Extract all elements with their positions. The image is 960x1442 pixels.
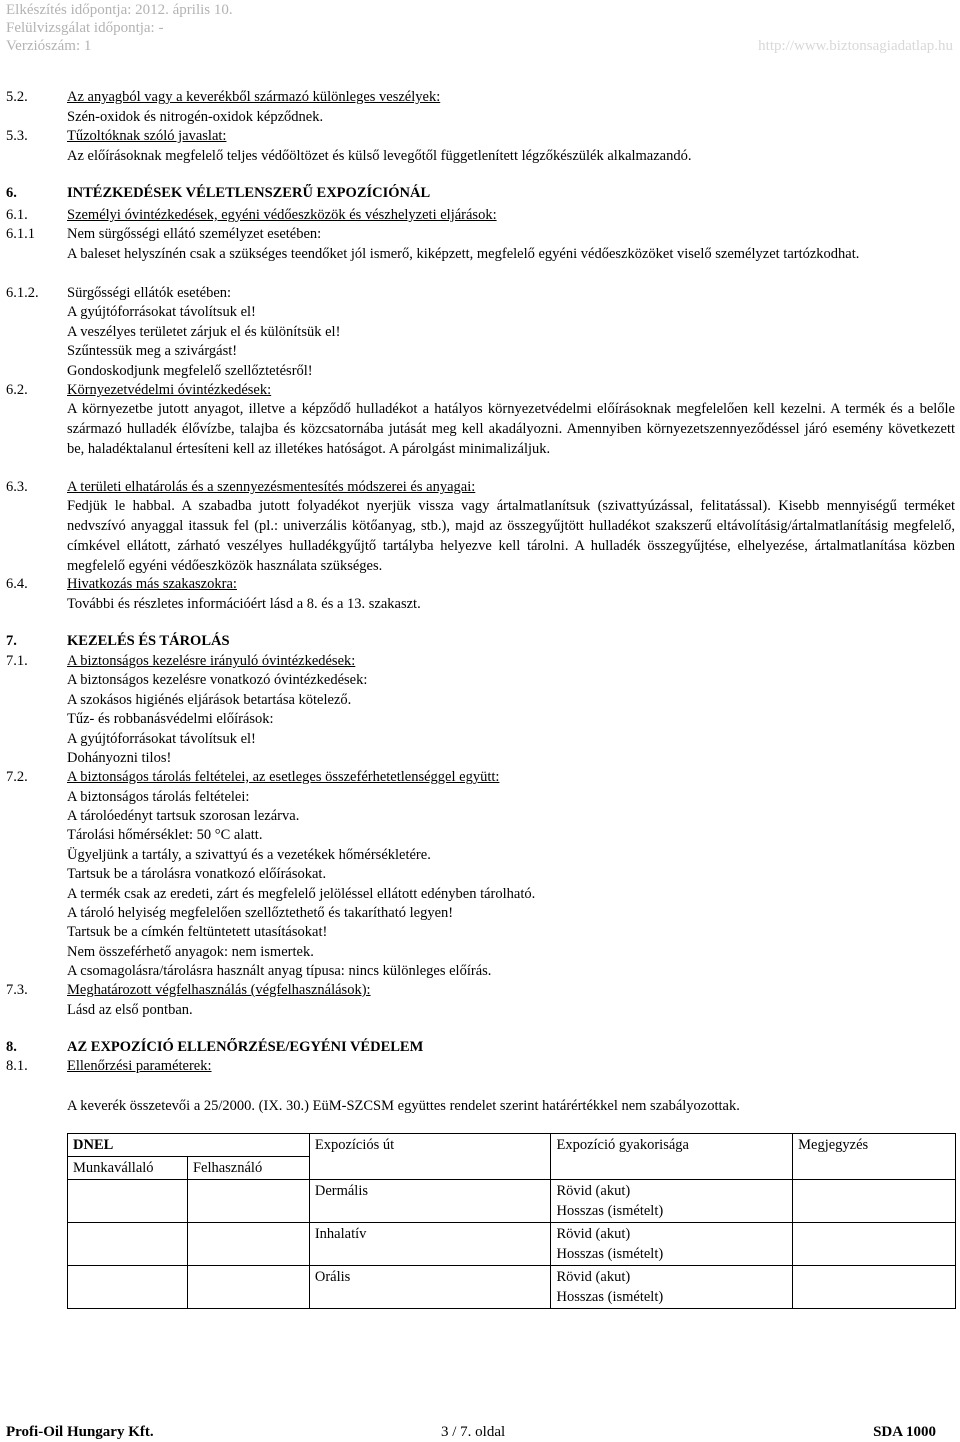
body-line: A gyújtóforrásokat távolítsuk el! [67, 304, 256, 320]
section-number: 6. [6, 185, 17, 201]
table-cell [793, 1180, 956, 1223]
body-line: A csomagolásra/tárolásra használt anyag típusa: nincs különleges előírás. [67, 963, 492, 979]
table-header-row [68, 1134, 956, 1157]
header-url[interactable]: http://www.biztonsagiadatlap.hu [758, 38, 953, 54]
body-line: A szokásos higiénés eljárások betartása kötelező. [67, 692, 352, 708]
body-line: A termék csak az eredeti, zárt és megfelelő jelöléssel ellátott edényben tárolható. [67, 886, 536, 902]
body-line: Az előírásoknak megfelelő teljes védőöltözet és külső levegőtől függetlenített légzőkészülék alkalmazandó. [67, 148, 692, 164]
table-cell [187, 1266, 309, 1309]
table-cell [68, 1266, 188, 1309]
table-cell [793, 1266, 956, 1309]
section-number: 7. [6, 633, 17, 649]
table-header-cell: Felhasználó [187, 1157, 309, 1180]
section-number: 6.1.1 [6, 226, 35, 242]
subsection-title: Meghatározott végfelhasználás (végfelhasználások): [67, 982, 371, 998]
table-header-cell: Expozíciós út [309, 1134, 551, 1180]
table-header-cell: Munkavállaló [68, 1157, 188, 1180]
subsection-title: A területi elhatárolás és a szennyezésmentesítés módszerei és anyagai: [67, 479, 476, 495]
body-line: Nem összeférhető anyagok: nem ismertek. [67, 944, 314, 960]
section-number: 8.1. [6, 1058, 28, 1074]
subsection-title: Hivatkozás más szakaszokra: [67, 576, 237, 592]
table-header-cell: Megjegyzés [793, 1134, 956, 1180]
section-heading: KEZELÉS ÉS TÁROLÁS [67, 633, 230, 649]
section-number: 7.3. [6, 982, 28, 998]
table-row [68, 1266, 956, 1309]
table-cell [793, 1223, 956, 1266]
frequency-value: Rövid (akut) [556, 1226, 631, 1242]
table-header-cell: Expozíció gyakorisága [551, 1134, 793, 1180]
section-number: 6.1. [6, 207, 28, 223]
body-line: Gondoskodjunk megfelelő szellőztetésről! [67, 363, 313, 379]
table-cell: Orális [309, 1266, 551, 1309]
review-date: Felülvizsgálat időpontja: - [6, 20, 164, 36]
table-cell [551, 1223, 793, 1266]
frequency-value: Hosszas (ismételt) [556, 1246, 664, 1262]
version-number: Verziószám: 1 [6, 38, 92, 54]
table-cell [551, 1180, 793, 1223]
table-cell: Dermális [309, 1180, 551, 1223]
table-cell [187, 1223, 309, 1266]
body-paragraph: A környezetbe jutott anyagot, illetve a képződő hulladékot a hatályos környezetvédelmi előírásoknak megfelelően kell kezelni. A termék és a belőle származó hulladék élővízbe, talajba és közcsatornába jutását meg kell akadályozni. Amennyiben környezetszennyeződéssel járó esemény következett be, haladéktalanul értesíteni kell az illetékes hatóságot. A párolgást minimalizáljuk. [67, 401, 955, 457]
footer-company: Profi-Oil Hungary Kft. [6, 1424, 154, 1440]
table-cell [68, 1180, 188, 1223]
section-number: 5.2. [6, 89, 28, 105]
section-number: 5.3. [6, 128, 28, 144]
body-paragraph: A baleset helyszínén csak a szükséges teendőket jól ismerő, kiképzett, megfelelő egyéni védőeszközöket viselő személyzet tartózkodhat. [67, 246, 860, 262]
dnel-table [67, 1133, 956, 1309]
section-number: 6.3. [6, 479, 28, 495]
body-line: Tartsuk be a címkén feltüntetett utasításokat! [67, 924, 328, 940]
table-cell: Inhalatív [309, 1223, 551, 1266]
footer-product: SDA 1000 [873, 1424, 936, 1440]
section-number: 7.2. [6, 769, 28, 785]
frequency-value: Rövid (akut) [556, 1183, 631, 1199]
prepared-date: Elkészítés időpontja: 2012. április 10. [6, 2, 233, 18]
section-number: 6.4. [6, 576, 28, 592]
subsection-title: Tűzoltóknak szóló javaslat: [67, 128, 227, 144]
subsection-title: Személyi óvintézkedések, egyéni védőeszközök és vészhelyzeti eljárások: [67, 207, 497, 223]
body-line: A biztonságos kezelésre vonatkozó óvintézkedések: [67, 672, 368, 688]
table-header-cell: DNEL [68, 1134, 310, 1157]
body-line: A keverék összetevői a 25/2000. (IX. 30.) EüM-SZCSM együttes rendelet szerint határértékkel nem szabályozottak. [67, 1098, 740, 1114]
subsection-title: Környezetvédelmi óvintézkedések: [67, 382, 272, 398]
body-line: Szén-oxidok és nitrogén-oxidok képződnek. [67, 109, 324, 125]
body-line: Lásd az első pontban. [67, 1002, 193, 1018]
body-line: Dohányozni tilos! [67, 750, 172, 766]
table-row [68, 1180, 956, 1223]
body-line: A gyújtóforrásokat távolítsuk el! [67, 731, 256, 747]
subsection-title: Sürgősségi ellátók esetében: [67, 285, 232, 301]
body-line: A tárolóedényt tartsuk szorosan lezárva. [67, 808, 300, 824]
table-cell [187, 1180, 309, 1223]
subsection-title: Ellenőrzési paraméterek: [67, 1058, 212, 1074]
subsection-title: Nem sürgősségi ellátó személyzet esetében: [67, 226, 322, 242]
section-number: 7.1. [6, 653, 28, 669]
frequency-value: Hosszas (ismételt) [556, 1203, 664, 1219]
table-cell [68, 1223, 188, 1266]
section-heading: INTÉZKEDÉSEK VÉLETLENSZERŰ EXPOZÍCIÓNÁL [67, 185, 431, 201]
subsection-title: A biztonságos tárolás feltételei, az esetleges összeférhetetlenséggel együtt: [67, 769, 500, 785]
body-line: A tároló helyiség megfelelően szellőztethető és takarítható legyen! [67, 905, 454, 921]
body-line: Tűz- és robbanásvédelmi előírások: [67, 711, 274, 727]
section-number: 8. [6, 1039, 17, 1055]
subsection-title: Az anyagból vagy a keverékből származó különleges veszélyek: [67, 89, 441, 105]
body-line: További és részletes információért lásd a 8. és a 13. szakaszt. [67, 596, 421, 612]
body-line: Szűntessük meg a szivárgást! [67, 343, 238, 359]
frequency-value: Hosszas (ismételt) [556, 1289, 664, 1305]
body-line: A biztonságos tárolás feltételei: [67, 789, 250, 805]
section-number: 6.2. [6, 382, 28, 398]
body-line: Tartsuk be a tárolásra vonatkozó előírásokat. [67, 866, 327, 882]
body-line: Tárolási hőmérséklet: 50 °C alatt. [67, 827, 263, 843]
section-number: 6.1.2. [6, 285, 39, 301]
body-line: A veszélyes területet zárjuk el és különítsük el! [67, 324, 341, 340]
section-heading: AZ EXPOZÍCIÓ ELLENŐRZÉSE/EGYÉNI VÉDELEM [67, 1039, 424, 1055]
footer-page-number: 3 / 7. oldal [441, 1424, 506, 1440]
frequency-value: Rövid (akut) [556, 1269, 631, 1285]
body-line: Ügyeljünk a tartály, a szivattyú és a vezetékek hőmérsékletére. [67, 847, 431, 863]
table-row [68, 1223, 956, 1266]
body-paragraph: Fedjük le habbal. A szabadba jutott folyadékot nyerjük vissza vagy ártalmatlanítsuk (szivattyúzással, felitatással). Kisebb mennyiségű terméket nedvszívó anyaggal itassuk fel (pl.: univerzális kötőanyag, stb.), majd az összegyűjtött hulladékot szakszerű eltávolításig/ártalmatlanításig megfelelő, címkével ellátott, zárható veszélyes hulladékgyűjtő tartályba helyezve kell tárolni. A hulladék összegyűjtése, elhelyezése, ártalmatlanítása közben megfelelő egyéni védőeszközök használata szükséges. [67, 498, 955, 574]
subsection-title: A biztonságos kezelésre irányuló óvintézkedések: [67, 653, 356, 669]
table-cell [551, 1266, 793, 1309]
